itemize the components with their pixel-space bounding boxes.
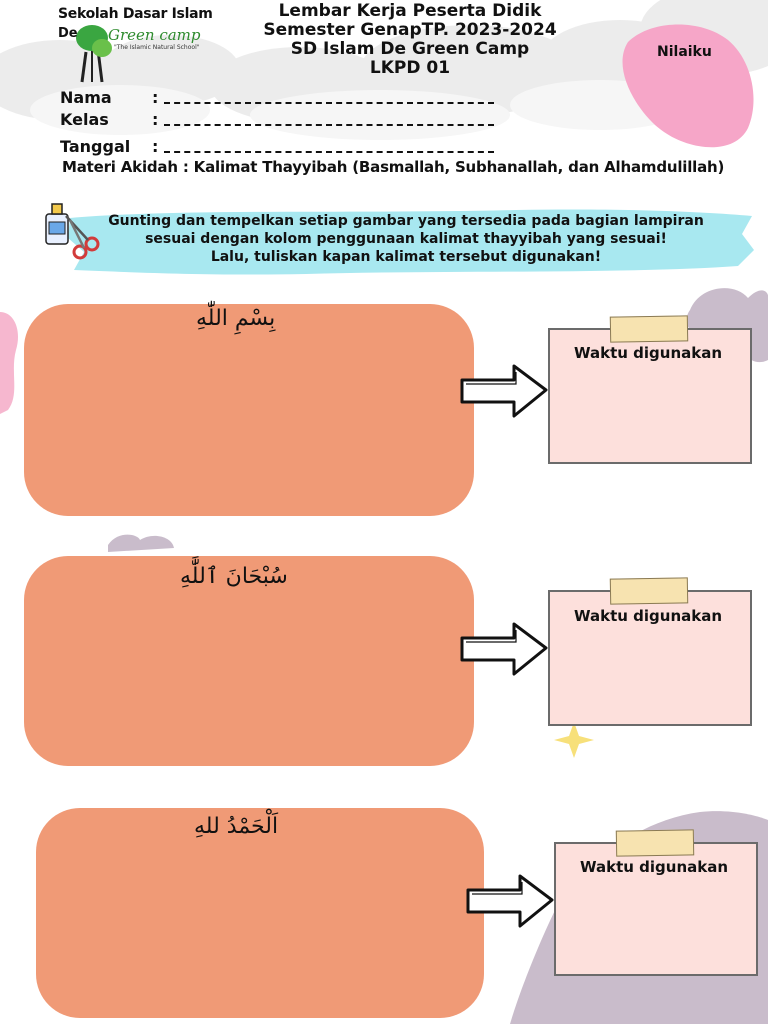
tape-decoration bbox=[610, 577, 688, 604]
paste-area-basmallah[interactable] bbox=[24, 304, 474, 516]
school-name-de: De bbox=[58, 26, 78, 41]
note-label: Waktu digunakan bbox=[574, 344, 723, 362]
school-tagline: "The Islamic Natural School" bbox=[114, 44, 200, 51]
answer-line[interactable] bbox=[164, 151, 494, 153]
field-kelas[interactable] bbox=[60, 110, 159, 129]
header-line-1: Lembar Kerja Peserta Didik bbox=[278, 1, 542, 21]
instruction-line-1: Gunting dan tempelkan setiap gambar yang tersedia pada bagian lampiran bbox=[108, 213, 704, 229]
header-line-2: Semester GenapTP. 2023-2024 bbox=[263, 20, 557, 40]
field-separator: : bbox=[152, 137, 159, 156]
tape-decoration bbox=[610, 315, 688, 342]
instruction-line-2: sesuai dengan kolom penggunaan kalimat thayyibah yang sesuai! bbox=[145, 231, 667, 247]
materi-title: Materi Akidah : Kalimat Thayyibah (Basmallah, Subhanallah, dan Alhamdulillah) bbox=[62, 158, 725, 176]
score-label: Nilaiku bbox=[657, 44, 712, 60]
arrow-right-icon bbox=[464, 872, 556, 930]
instruction-text bbox=[86, 212, 726, 266]
tape-decoration bbox=[616, 829, 694, 856]
school-name-green-camp: Green camp bbox=[108, 26, 201, 44]
arabic-subhanallah: سُبْحَانَ ٱللَّٰهِ bbox=[180, 564, 288, 589]
arabic-basmallah: بِسْمِ اللّٰهِ bbox=[196, 306, 276, 331]
arrow-right-icon bbox=[458, 620, 550, 678]
answer-line[interactable] bbox=[164, 124, 494, 126]
field-nama[interactable] bbox=[60, 88, 159, 107]
school-name: Sekolah Dasar Islam bbox=[58, 6, 213, 22]
field-separator: : bbox=[152, 88, 159, 107]
note-label: Waktu digunakan bbox=[574, 607, 723, 625]
arrow-right-icon bbox=[458, 362, 550, 420]
field-label: Nama bbox=[60, 88, 112, 107]
sparkle-icon bbox=[554, 722, 594, 758]
field-label: Kelas bbox=[60, 110, 109, 129]
instruction-line-3: Lalu, tuliskan kapan kalimat tersebut digunakan! bbox=[210, 249, 602, 265]
arabic-alhamdulillah: اَلْحَمْدُ للهِ bbox=[194, 814, 279, 839]
field-tanggal[interactable] bbox=[60, 137, 159, 156]
field-label: Tanggal bbox=[60, 137, 131, 156]
field-separator: : bbox=[152, 110, 159, 129]
worksheet-header bbox=[230, 2, 590, 78]
answer-line[interactable] bbox=[164, 102, 494, 104]
header-line-3: SD Islam De Green Camp bbox=[290, 39, 530, 59]
paste-area-alhamdulillah[interactable] bbox=[36, 808, 484, 1018]
note-label: Waktu digunakan bbox=[580, 858, 729, 876]
header-line-4: LKPD 01 bbox=[369, 58, 451, 78]
